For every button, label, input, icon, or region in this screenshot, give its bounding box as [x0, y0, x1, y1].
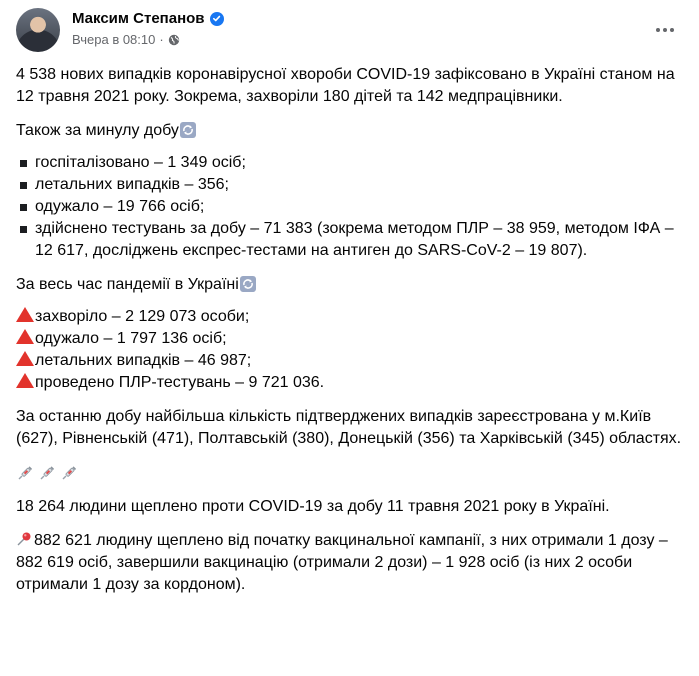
post-header — [16, 8, 683, 54]
red-triangle-icon — [16, 351, 34, 366]
daily-item: одужало – 19 766 осіб; — [16, 196, 684, 218]
more-options-button[interactable] — [647, 12, 683, 48]
black-square-icon — [20, 182, 27, 189]
red-triangle-icon — [16, 373, 34, 388]
meta-separator: · — [159, 32, 164, 47]
black-square-icon — [20, 226, 27, 233]
post-content — [16, 64, 684, 596]
total-heading-line — [16, 274, 684, 296]
red-triangle-icon — [16, 329, 34, 344]
intro-paragraph: 4 538 нових випадків коронавірусної хвороби COVID-19 зафіксовано в Україні станом на 12 травня 2021 року. Зокрема, захворіли 180 дітей та 142 медпрацівники. — [16, 66, 675, 105]
more-horizontal-icon — [656, 28, 674, 32]
regions-paragraph: За останню добу найбільша кількість підтверджених випадків зареєстрована у м.Київ (627), Рівненській (471), Полтавській (380), Донецькій (356) та Харківській (345) областях. — [16, 408, 682, 447]
counterclockwise-arrows-icon — [180, 122, 196, 138]
vaccinated-day-paragraph: 18 264 людини щеплено проти COVID-19 за добу 11 травня 2021 року в Україні. — [16, 498, 610, 515]
vaccinated-total-paragraph: 882 621 людину щеплено від початку вакцинальної кампанії, з них отримали 1 дозу – 882 619 осіб, завершили вакцинацію (отримали 2 дози) – 1 928 осіб (із них 2 особи отримали 1 дозу за кордоном). — [16, 532, 668, 593]
syringe-icon — [60, 464, 78, 482]
daily-heading: Також за минулу добу — [16, 122, 179, 139]
total-item: одужало – 1 797 136 осіб; — [16, 328, 684, 350]
red-triangle-icon — [16, 307, 34, 322]
daily-item: здійснено тестувань за добу – 71 383 (зокрема методом ПЛР – 38 959, методом ІФА – 12 617, досліджень експрес-тестами на антиген до SARS-CoV-2 – 19 807). — [16, 218, 684, 262]
black-square-icon — [20, 160, 27, 167]
black-square-icon — [20, 204, 27, 211]
globe-icon[interactable] — [168, 34, 180, 46]
total-item: захворіло – 2 129 073 особи; — [16, 306, 684, 328]
syringe-icon — [16, 464, 34, 482]
total-heading: За весь час пандемії в Україні — [16, 276, 239, 293]
syringe-icon — [38, 464, 56, 482]
total-item: проведено ПЛР-тестувань – 9 721 036. — [16, 372, 684, 394]
post-meta — [72, 32, 180, 47]
post-timestamp[interactable]: Вчера в 08:10 — [72, 32, 156, 47]
counterclockwise-arrows-icon — [240, 276, 256, 292]
round-pushpin-icon — [16, 531, 32, 547]
author-avatar[interactable] — [16, 8, 60, 52]
author-name[interactable]: Максим Степанов — [72, 10, 205, 27]
syringe-emoji-row — [16, 462, 684, 484]
verified-badge-icon — [210, 12, 224, 26]
daily-item: госпіталізовано – 1 349 осіб; — [16, 152, 684, 174]
daily-heading-line — [16, 120, 684, 142]
author-line — [72, 10, 224, 27]
daily-item: летальних випадків – 356; — [16, 174, 684, 196]
total-item: летальних випадків – 46 987; — [16, 350, 684, 372]
